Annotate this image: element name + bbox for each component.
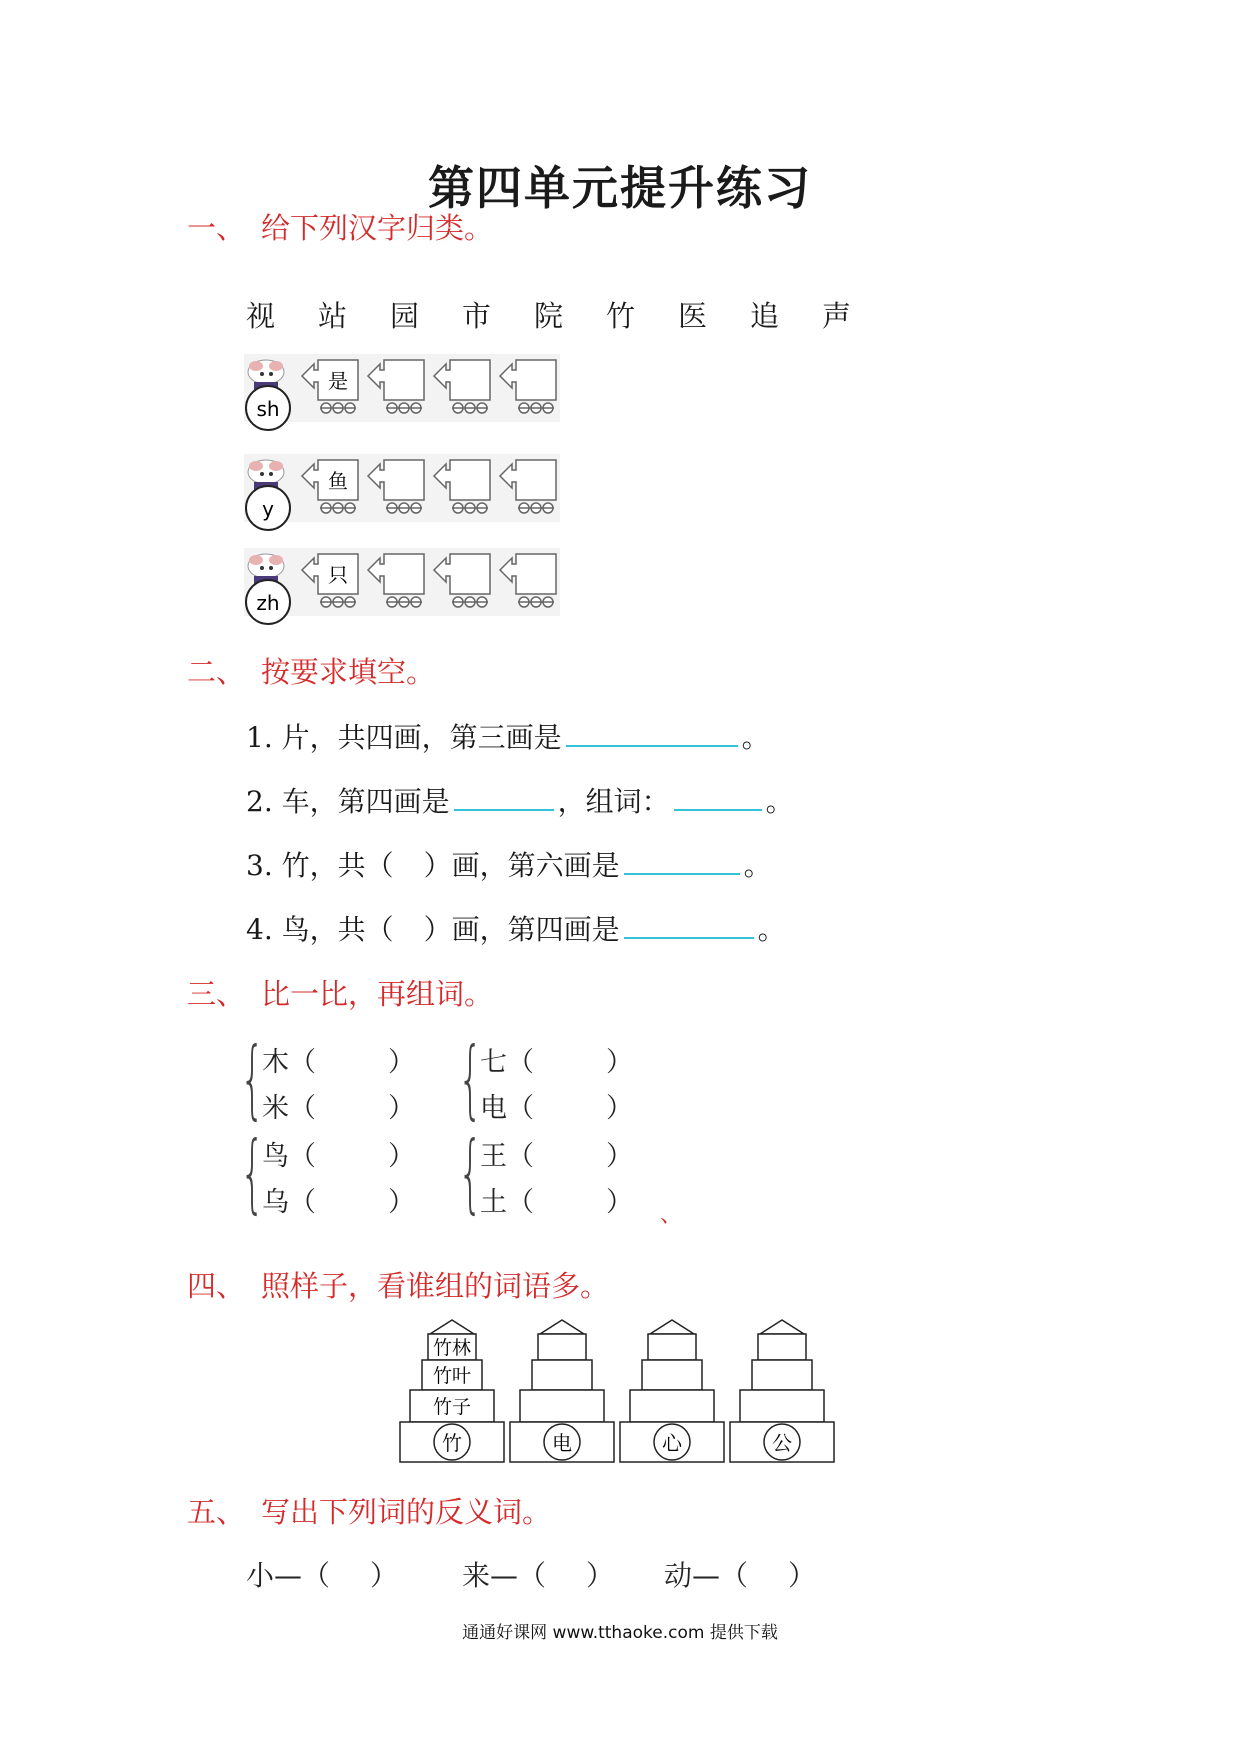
answer-paren[interactable]: [534, 1180, 606, 1219]
tower-base-char: 公: [772, 1431, 792, 1455]
antonym-1: 小— （ ）: [246, 1554, 398, 1594]
classify-chars: 视 站 园 市 院 竹 医 追 声: [246, 299, 852, 333]
initial-label: y: [262, 497, 274, 521]
answer-blank[interactable]: [566, 717, 738, 747]
compare-row: [262, 1086, 415, 1125]
section-1-heading: 一、 给下列汉字归类。: [187, 211, 494, 245]
word-tower: [510, 1320, 614, 1462]
word-tower: [620, 1320, 724, 1462]
compare-row: [262, 1040, 415, 1079]
brace: {: [458, 1123, 483, 1223]
answer-paren[interactable]: [316, 1086, 388, 1125]
compare-char: 乌: [262, 1187, 289, 1218]
tower-base-char: 电: [552, 1431, 572, 1455]
compare-char: 电: [480, 1093, 507, 1124]
paren-close: ）: [606, 1187, 633, 1218]
paren-open: （: [289, 1047, 316, 1078]
initial-label: sh: [256, 397, 280, 421]
answer-blank[interactable]: [624, 909, 754, 939]
paren-close: ）: [606, 1047, 633, 1078]
section-5-heading: 五、 写出下列词的反义词。: [187, 1495, 552, 1529]
paren-open: （: [507, 1187, 534, 1218]
paren-open: （: [507, 1047, 534, 1078]
paren-open: （: [507, 1141, 534, 1172]
compare-row: [480, 1086, 633, 1125]
paren-open: （: [289, 1187, 316, 1218]
paren-open: （: [289, 1141, 316, 1172]
answer-paren[interactable]: [748, 1554, 788, 1594]
tower-word: 竹林: [432, 1337, 472, 1359]
example-char: 是: [328, 369, 348, 393]
word-tower: [400, 1320, 504, 1462]
compare-row: [480, 1040, 633, 1079]
stray-mark: 、: [660, 1203, 683, 1228]
answer-paren[interactable]: [534, 1040, 606, 1079]
paren-close: ）: [606, 1093, 633, 1124]
answer-paren[interactable]: [330, 1554, 370, 1594]
section-2-heading: 二、 按要求填空。: [187, 655, 436, 689]
tower-base-char: 竹: [442, 1431, 462, 1455]
tower-word: 竹子: [432, 1396, 472, 1418]
answer-paren[interactable]: [534, 1134, 606, 1173]
answer-blank[interactable]: [454, 781, 554, 811]
compare-char: 王: [480, 1141, 507, 1172]
antonym-2: 来— （ ）: [462, 1554, 614, 1594]
example-char: 只: [328, 563, 348, 587]
compare-char: 鸟: [262, 1141, 289, 1172]
compare-char: 七: [480, 1047, 507, 1078]
compare-row: [480, 1134, 633, 1173]
paren-open: （: [507, 1093, 534, 1124]
antonym-3: 动— （ ）: [664, 1554, 816, 1594]
initial-label: zh: [256, 591, 280, 615]
answer-paren[interactable]: [316, 1040, 388, 1079]
compare-char: 土: [480, 1187, 507, 1218]
fill-item-2: 2. 车，第四画是 ，组词： 。: [246, 780, 794, 820]
compare-row: [262, 1180, 415, 1219]
tower-base-char: 心: [662, 1431, 682, 1455]
tower-word: 竹叶: [432, 1365, 472, 1387]
word-towers: [390, 1310, 850, 1465]
brace: {: [458, 1029, 483, 1129]
answer-paren[interactable]: [316, 1134, 388, 1173]
section-3-heading: 三、 比一比，再组词。: [187, 977, 494, 1011]
word-tower: [730, 1320, 834, 1462]
answer-blank[interactable]: [624, 845, 740, 875]
paren-close: ）: [388, 1187, 415, 1218]
train-row: [244, 454, 564, 534]
paren-open: （: [289, 1093, 316, 1124]
footer-credit: 通通好课网 www.tthaoke.com 提供下载: [462, 1623, 778, 1643]
answer-paren[interactable]: [316, 1180, 388, 1219]
brace: {: [240, 1123, 265, 1223]
answer-paren[interactable]: [546, 1554, 586, 1594]
train-row: [244, 548, 564, 628]
paren-close: ）: [388, 1047, 415, 1078]
answer-paren[interactable]: [534, 1086, 606, 1125]
answer-blank[interactable]: [674, 781, 762, 811]
paren-close: ）: [606, 1141, 633, 1172]
compare-char: 米: [262, 1093, 289, 1124]
paren-close: ）: [388, 1093, 415, 1124]
page-title: 第四单元提升练习: [428, 161, 812, 215]
fill-item-3: 3. 竹，共（ ）画，第六画是 。: [246, 844, 772, 884]
brace: {: [240, 1029, 265, 1129]
paren-close: ）: [388, 1141, 415, 1172]
example-char: 鱼: [328, 469, 348, 493]
compare-char: 木: [262, 1047, 289, 1078]
compare-row: [262, 1134, 415, 1173]
compare-row: [480, 1180, 633, 1219]
fill-item-4: 4. 鸟，共（ ）画，第四画是 。: [246, 908, 786, 948]
section-4-heading: 四、 照样子，看谁组的词语多。: [187, 1269, 610, 1303]
train-row: [244, 354, 564, 434]
fill-item-1: 1. 片，共四画，第三画是 。: [246, 716, 770, 756]
